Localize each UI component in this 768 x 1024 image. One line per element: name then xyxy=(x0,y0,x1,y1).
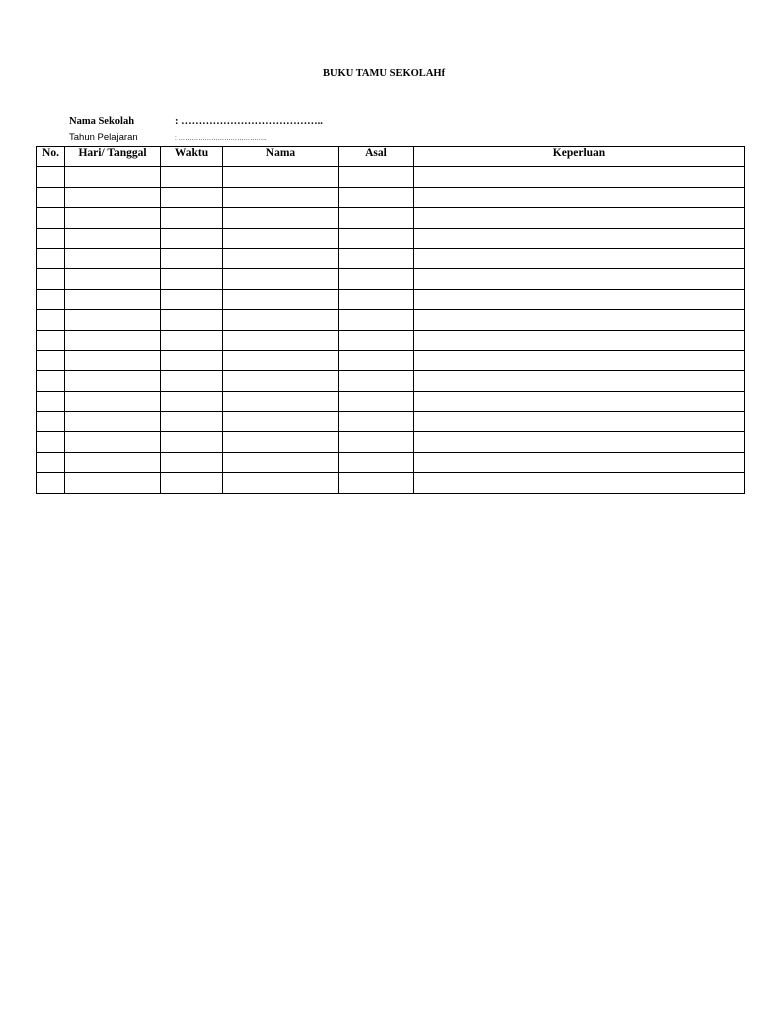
cell-no xyxy=(37,208,65,228)
table-row xyxy=(37,208,745,228)
guestbook-body xyxy=(37,167,745,493)
header-purpose: Keperluan xyxy=(414,147,745,167)
cell-name xyxy=(223,289,339,309)
cell-date xyxy=(65,432,161,452)
cell-origin xyxy=(339,310,414,330)
cell-date xyxy=(65,248,161,268)
cell-time xyxy=(161,452,223,472)
cell-origin xyxy=(339,228,414,248)
cell-date xyxy=(65,350,161,370)
school-name-label: Nama Sekolah xyxy=(69,116,135,127)
cell-origin xyxy=(339,269,414,289)
cell-time xyxy=(161,208,223,228)
cell-purpose xyxy=(414,371,745,391)
cell-origin xyxy=(339,167,414,187)
cell-time xyxy=(161,432,223,452)
guestbook-table xyxy=(36,146,745,494)
cell-purpose xyxy=(414,310,745,330)
cell-no xyxy=(37,310,65,330)
cell-purpose xyxy=(414,208,745,228)
table-row xyxy=(37,473,745,493)
cell-no xyxy=(37,452,65,472)
cell-name xyxy=(223,248,339,268)
header-origin: Asal xyxy=(339,147,414,167)
table-row xyxy=(37,289,745,309)
cell-time xyxy=(161,473,223,493)
school-name-value: : ………………………………….. xyxy=(175,116,323,127)
header-no: No. xyxy=(37,147,65,167)
cell-time xyxy=(161,269,223,289)
cell-time xyxy=(161,350,223,370)
cell-origin xyxy=(339,452,414,472)
cell-origin xyxy=(339,248,414,268)
cell-no xyxy=(37,248,65,268)
cell-purpose xyxy=(414,289,745,309)
cell-name xyxy=(223,330,339,350)
cell-no xyxy=(37,412,65,432)
cell-origin xyxy=(339,208,414,228)
academic-year-label: Tahun Pelajaran xyxy=(69,132,138,143)
cell-time xyxy=(161,391,223,411)
cell-name xyxy=(223,452,339,472)
table-row xyxy=(37,412,745,432)
table-row xyxy=(37,371,745,391)
cell-origin xyxy=(339,330,414,350)
cell-date xyxy=(65,228,161,248)
cell-no xyxy=(37,289,65,309)
cell-name xyxy=(223,208,339,228)
cell-purpose xyxy=(414,432,745,452)
cell-purpose xyxy=(414,412,745,432)
cell-time xyxy=(161,330,223,350)
cell-origin xyxy=(339,289,414,309)
cell-purpose xyxy=(414,350,745,370)
cell-time xyxy=(161,310,223,330)
cell-origin xyxy=(339,391,414,411)
cell-purpose xyxy=(414,187,745,207)
cell-time xyxy=(161,371,223,391)
cell-time xyxy=(161,187,223,207)
cell-no xyxy=(37,391,65,411)
cell-no xyxy=(37,330,65,350)
cell-no xyxy=(37,187,65,207)
cell-date xyxy=(65,289,161,309)
table-row xyxy=(37,187,745,207)
cell-name xyxy=(223,350,339,370)
table-row xyxy=(37,350,745,370)
header-name: Nama xyxy=(223,147,339,167)
cell-name xyxy=(223,187,339,207)
header-time: Waktu xyxy=(161,147,223,167)
cell-no xyxy=(37,371,65,391)
table-row xyxy=(37,269,745,289)
cell-date xyxy=(65,310,161,330)
cell-date xyxy=(65,167,161,187)
table-row xyxy=(37,248,745,268)
header-date: Hari/ Tanggal xyxy=(65,147,161,167)
cell-time xyxy=(161,228,223,248)
cell-purpose xyxy=(414,228,745,248)
cell-date xyxy=(65,187,161,207)
cell-time xyxy=(161,167,223,187)
cell-name xyxy=(223,412,339,432)
table-row xyxy=(37,432,745,452)
academic-year-value: : ………………………………….. xyxy=(175,135,267,142)
cell-origin xyxy=(339,473,414,493)
table-header-row xyxy=(37,147,745,167)
cell-origin xyxy=(339,187,414,207)
cell-origin xyxy=(339,432,414,452)
table-row xyxy=(37,330,745,350)
cell-purpose xyxy=(414,452,745,472)
cell-purpose xyxy=(414,248,745,268)
cell-origin xyxy=(339,412,414,432)
cell-name xyxy=(223,228,339,248)
cell-name xyxy=(223,432,339,452)
cell-date xyxy=(65,269,161,289)
cell-no xyxy=(37,350,65,370)
academic-year-row xyxy=(69,132,267,143)
page-title: BUKU TAMU SEKOLAHf xyxy=(322,68,446,79)
cell-no xyxy=(37,167,65,187)
cell-date xyxy=(65,330,161,350)
cell-name xyxy=(223,391,339,411)
cell-no xyxy=(37,473,65,493)
cell-date xyxy=(65,473,161,493)
cell-date xyxy=(65,412,161,432)
cell-name xyxy=(223,371,339,391)
cell-origin xyxy=(339,371,414,391)
cell-no xyxy=(37,432,65,452)
cell-time xyxy=(161,412,223,432)
cell-purpose xyxy=(414,167,745,187)
cell-purpose xyxy=(414,473,745,493)
cell-purpose xyxy=(414,330,745,350)
cell-no xyxy=(37,269,65,289)
cell-origin xyxy=(339,350,414,370)
cell-name xyxy=(223,473,339,493)
table-row xyxy=(37,228,745,248)
cell-no xyxy=(37,228,65,248)
table-row xyxy=(37,391,745,411)
cell-date xyxy=(65,452,161,472)
cell-name xyxy=(223,269,339,289)
cell-purpose xyxy=(414,391,745,411)
table-row xyxy=(37,452,745,472)
cell-name xyxy=(223,167,339,187)
cell-purpose xyxy=(414,269,745,289)
cell-date xyxy=(65,371,161,391)
cell-name xyxy=(223,310,339,330)
cell-date xyxy=(65,208,161,228)
cell-time xyxy=(161,248,223,268)
cell-date xyxy=(65,391,161,411)
cell-time xyxy=(161,289,223,309)
table-row xyxy=(37,167,745,187)
school-name-row xyxy=(69,116,323,127)
table-row xyxy=(37,310,745,330)
